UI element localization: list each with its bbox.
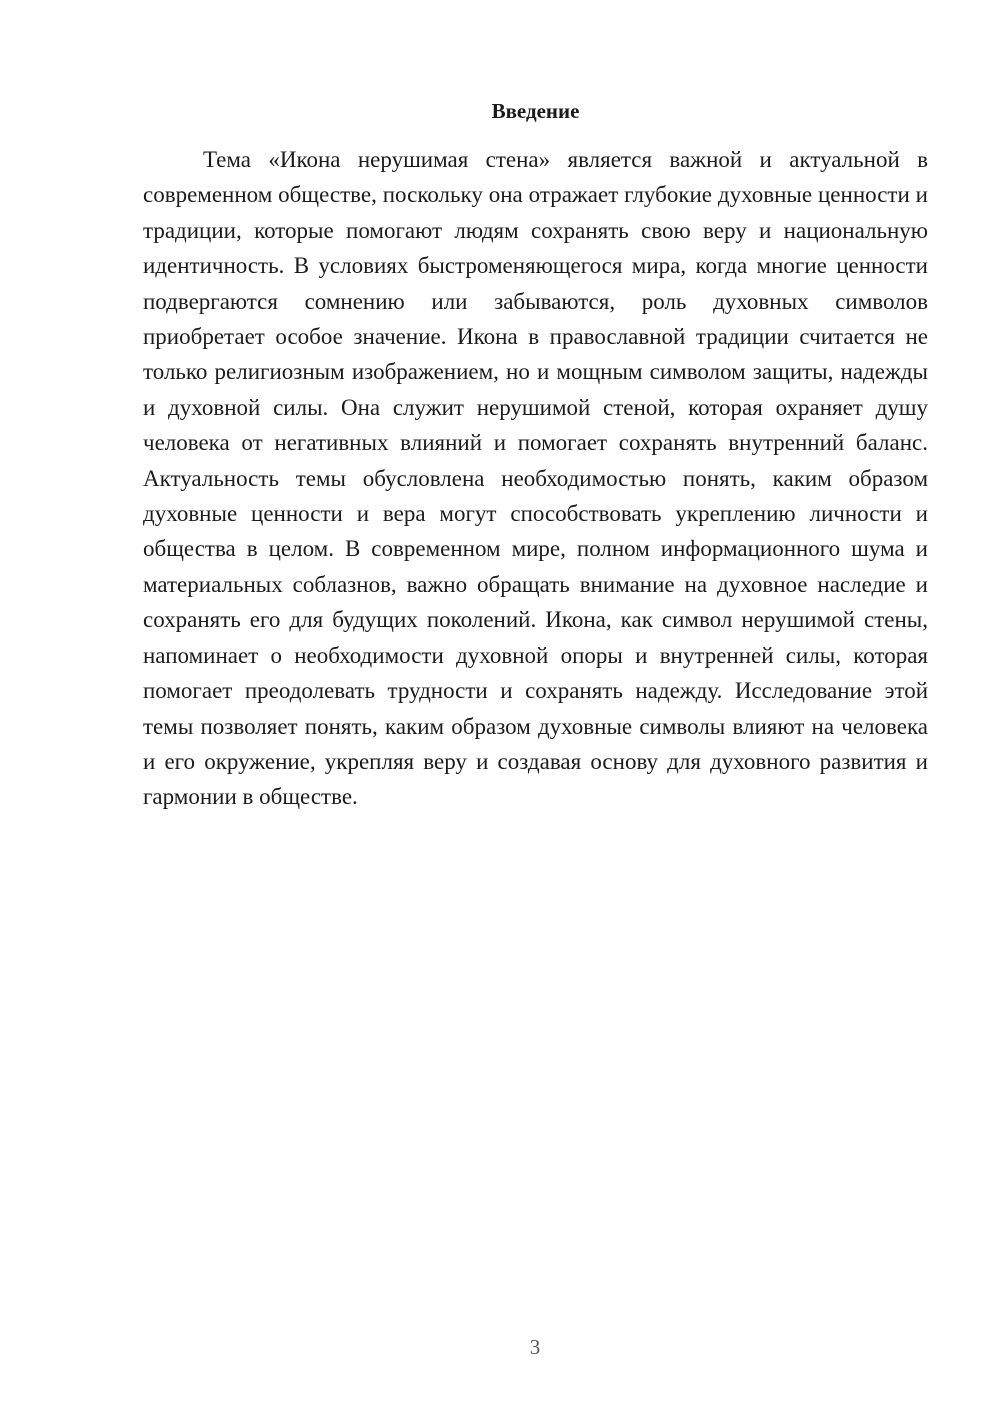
section-heading: Введение bbox=[491, 99, 580, 123]
body-paragraph: Тема «Икона нерушимая стена» является важной и актуальной в современном обществе, поскольку она отражает глубокие духовные ценности и традиции, которые помогают людям сохранять свою веру и национальную идентичность. В условиях быстроменяющегося мира, когда многие ценности подвергаются сомнению или забываются, роль духовных символов приобретает особое значение. Икона в православной традиции считается не только религиозным изображением, но и мощным символом защиты, надежды и духовной силы. Она служит нерушимой стеной, которая охраняет душу человека от негативных влияний и помогает сохранять внутренний баланс. Актуальность темы обусловлена необходимостью понять, каким образом духовные ценности и вера могут способствовать укреплению личности и общества в целом. В современном мире, полном информационного шума и материальных соблазнов, важно обращать внимание на духовное наследие и сохранять его для будущих поколений. Икона, как символ нерушимой стены, напоминает о необходимости духовной опоры и внутренней силы, которая помогает преодолевать трудности и сохранять надежду. Исследование этой темы позволяет понять, каким образом духовные символы влияют на человека и его окружение, укрепляя веру и создавая основу для духовного развития и гармонии в обществе. bbox=[143, 147, 928, 810]
page-number: 3 bbox=[529, 1335, 541, 1359]
